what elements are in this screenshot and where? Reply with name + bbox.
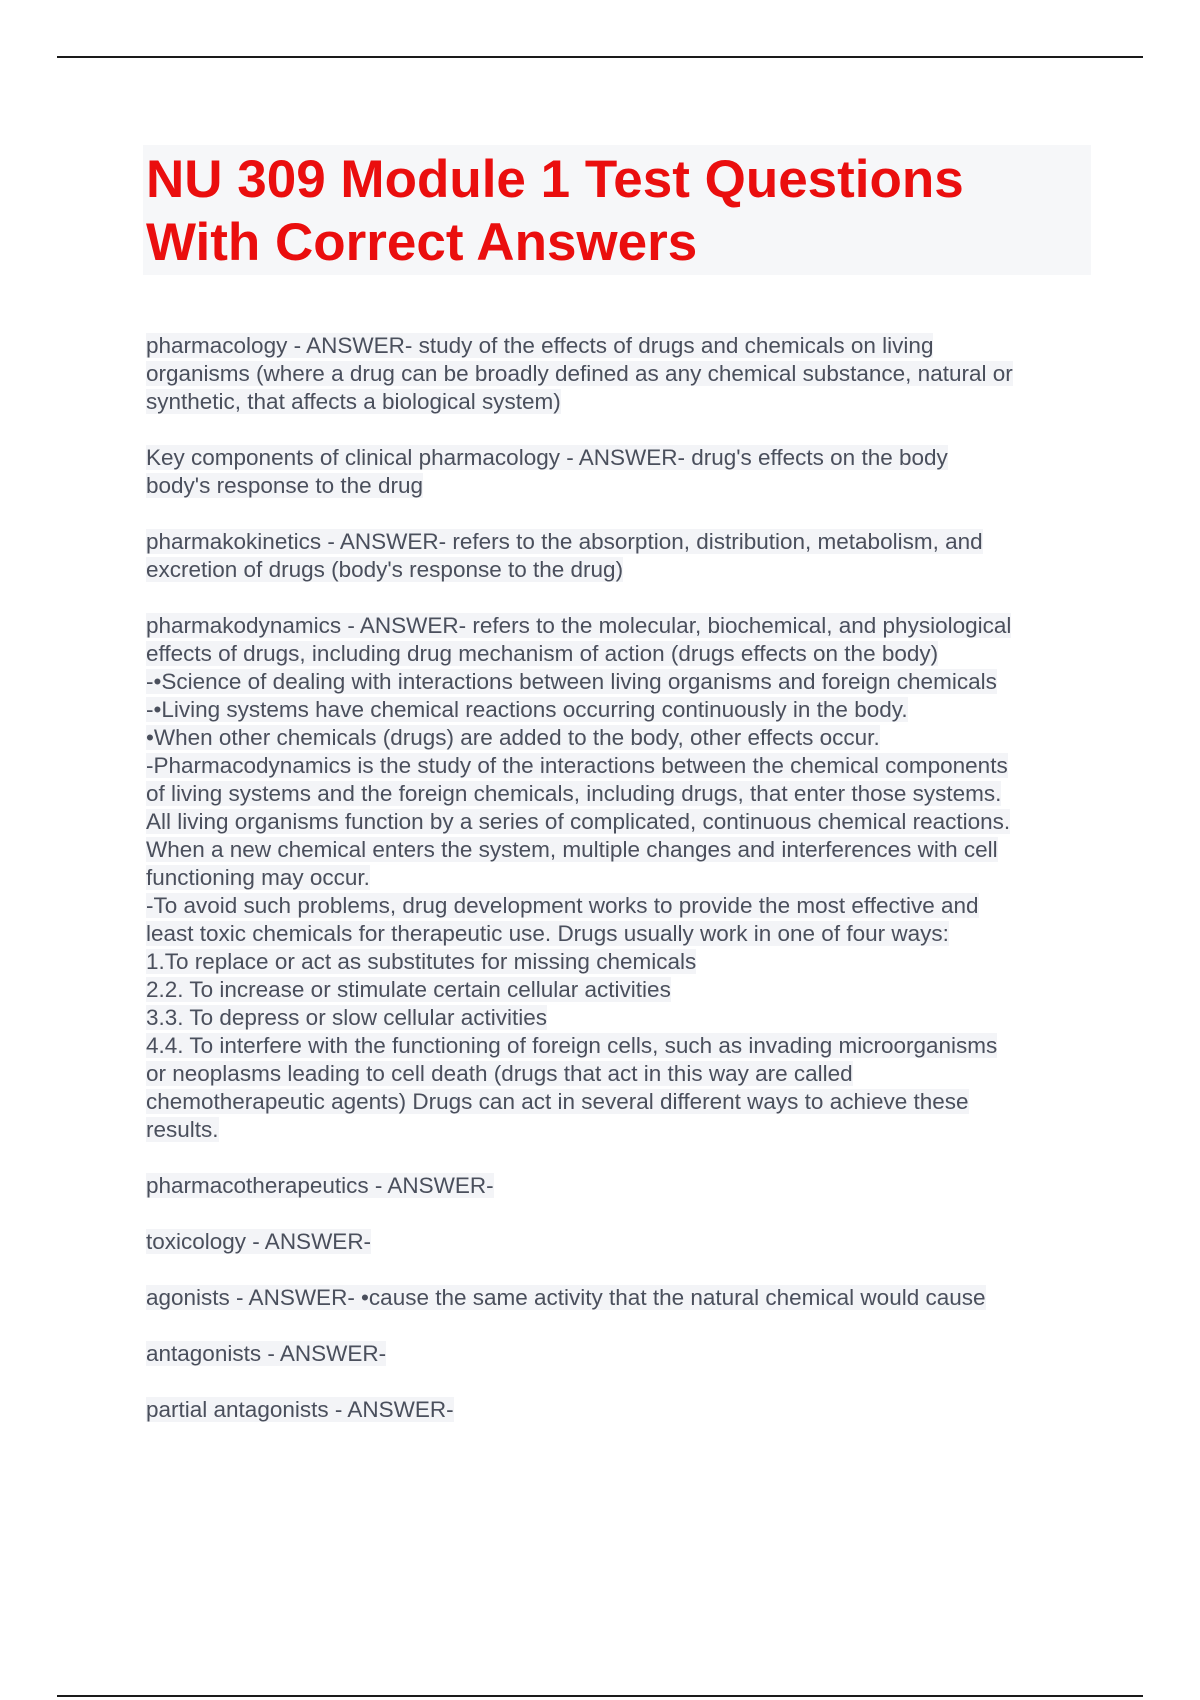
entry-line-text: All living organisms function by a series of complicated, continuous chemical reactions. bbox=[146, 809, 1011, 834]
document-title bbox=[146, 148, 1086, 274]
entry-line-text: effects of drugs, including drug mechanism of action (drugs effects on the body) bbox=[146, 641, 939, 666]
entry-line bbox=[146, 836, 1106, 864]
entry-line-text: antagonists - ANSWER- bbox=[146, 1341, 387, 1366]
entry-line bbox=[146, 1172, 1106, 1200]
entry-line bbox=[146, 864, 1106, 892]
entry-line-text: organisms (where a drug can be broadly defined as any chemical substance, natural or bbox=[146, 361, 1013, 386]
entry-line bbox=[146, 780, 1106, 808]
entry-line-text: synthetic, that affects a biological system) bbox=[146, 389, 561, 414]
bottom-rule bbox=[57, 1695, 1143, 1697]
entry-line bbox=[146, 1340, 1106, 1368]
entry-line-text: 1.To replace or act as substitutes for missing chemicals bbox=[146, 949, 697, 974]
entry-line bbox=[146, 612, 1106, 640]
qa-entry bbox=[146, 1172, 1106, 1200]
entry-line bbox=[146, 388, 1106, 416]
entry-line bbox=[146, 444, 1106, 472]
entry-line bbox=[146, 948, 1106, 976]
qa-entry bbox=[146, 612, 1106, 1144]
qa-list bbox=[146, 332, 1106, 1452]
entry-line-text: pharmakodynamics - ANSWER- refers to the molecular, biochemical, and physiological bbox=[146, 613, 1012, 638]
entry-line-text: body's response to the drug bbox=[146, 473, 423, 498]
entry-line-text: functioning may occur. bbox=[146, 865, 370, 890]
title-line-1: NU 309 Module 1 Test Questions bbox=[146, 150, 964, 209]
entry-line bbox=[146, 752, 1106, 780]
entry-line bbox=[146, 668, 1106, 696]
entry-line-text: Key components of clinical pharmacology - ANSWER- drug's effects on the body bbox=[146, 445, 948, 470]
qa-entry bbox=[146, 1396, 1106, 1424]
entry-line-text: or neoplasms leading to cell death (drugs that act in this way are called bbox=[146, 1061, 853, 1086]
entry-line bbox=[146, 556, 1106, 584]
entry-line bbox=[146, 360, 1106, 388]
entry-line bbox=[146, 1004, 1106, 1032]
qa-entry bbox=[146, 444, 1106, 500]
top-rule bbox=[57, 56, 1143, 58]
entry-line bbox=[146, 892, 1106, 920]
entry-line bbox=[146, 528, 1106, 556]
entry-line-text: -Pharmacodynamics is the study of the interactions between the chemical components bbox=[146, 753, 1008, 778]
entry-line-text: 4.4. To interfere with the functioning of foreign cells, such as invading microorganisms bbox=[146, 1033, 998, 1058]
entry-line-text: of living systems and the foreign chemicals, including drugs, that enter those systems. bbox=[146, 781, 1002, 806]
entry-line bbox=[146, 920, 1106, 948]
entry-line-text: pharmakokinetics - ANSWER- refers to the absorption, distribution, metabolism, and bbox=[146, 529, 983, 554]
entry-line-text: chemotherapeutic agents) Drugs can act in several different ways to achieve these bbox=[146, 1089, 969, 1114]
entry-line-text: pharmacotherapeutics - ANSWER- bbox=[146, 1173, 494, 1198]
qa-entry bbox=[146, 332, 1106, 416]
entry-line bbox=[146, 1284, 1106, 1312]
entry-line-text: agonists - ANSWER- •cause the same activity that the natural chemical would cause bbox=[146, 1285, 986, 1310]
entry-line bbox=[146, 696, 1106, 724]
entry-line-text: pharmacology - ANSWER- study of the effects of drugs and chemicals on living bbox=[146, 333, 934, 358]
entry-line bbox=[146, 724, 1106, 752]
entry-line bbox=[146, 1088, 1106, 1116]
entry-line bbox=[146, 808, 1106, 836]
entry-line bbox=[146, 1116, 1106, 1144]
qa-entry bbox=[146, 528, 1106, 584]
entry-line bbox=[146, 640, 1106, 668]
entry-line-text: partial antagonists - ANSWER- bbox=[146, 1397, 454, 1422]
entry-line bbox=[146, 1396, 1106, 1424]
entry-line bbox=[146, 332, 1106, 360]
entry-line bbox=[146, 1032, 1106, 1060]
entry-line bbox=[146, 1228, 1106, 1256]
qa-entry bbox=[146, 1284, 1106, 1312]
entry-line bbox=[146, 976, 1106, 1004]
qa-entry bbox=[146, 1228, 1106, 1256]
entry-line bbox=[146, 1060, 1106, 1088]
entry-line-text: When a new chemical enters the system, multiple changes and interferences with cell bbox=[146, 837, 998, 862]
entry-line-text: toxicology - ANSWER- bbox=[146, 1229, 372, 1254]
entry-line bbox=[146, 472, 1106, 500]
entry-line-text: -To avoid such problems, drug development works to provide the most effective and bbox=[146, 893, 979, 918]
entry-line-text: •When other chemicals (drugs) are added to the body, other effects occur. bbox=[146, 725, 880, 750]
entry-line-text: -•Science of dealing with interactions between living organisms and foreign chemicals bbox=[146, 669, 997, 694]
entry-line-text: 3.3. To depress or slow cellular activities bbox=[146, 1005, 548, 1030]
entry-line-text: results. bbox=[146, 1117, 219, 1142]
title-line-2: With Correct Answers bbox=[146, 213, 698, 272]
qa-entry bbox=[146, 1340, 1106, 1368]
entry-line-text: excretion of drugs (body's response to the drug) bbox=[146, 557, 624, 582]
entry-line-text: 2.2. To increase or stimulate certain cellular activities bbox=[146, 977, 671, 1002]
entry-line-text: -•Living systems have chemical reactions occurring continuously in the body. bbox=[146, 697, 908, 722]
entry-line-text: least toxic chemicals for therapeutic use. Drugs usually work in one of four ways: bbox=[146, 921, 949, 946]
